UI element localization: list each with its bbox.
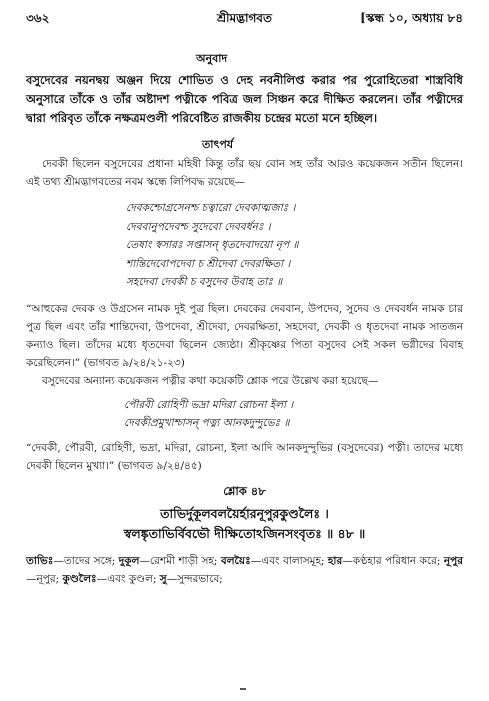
ww-meaning: —নূপুর; [26, 572, 63, 585]
ww-meaning: —তাদের সঙ্গে; [53, 554, 119, 567]
verse-line: তেষাং স্বসারঃ সপ্তাসন্ ধৃতদেবাদয়ো নৃপ ॥ [126, 239, 299, 251]
ww-meaning: —সুন্দরভাবে; [166, 572, 223, 585]
purport-intro: দেবকী ছিলেন বসুদেবের প্রধানা মহিষী কিন্তু তাঁর ছয় বোন সহ তাঁর আরও কয়েকজন সতীন ছিলেন। এই তথ্য শ্রীমদ্ভাগবতের নবম স্কন্ধে লিপিবদ্ধ রয়েছে— [26, 158, 463, 188]
page-header [26, 10, 463, 28]
word-for-word [26, 552, 463, 588]
page-number: ৩৬২ [26, 11, 50, 25]
book-title: শ্রীমদ্ভাগবত [216, 11, 272, 25]
ww-meaning: —এবং কুণ্ডল; [96, 572, 160, 585]
ww-word: সু [159, 572, 167, 585]
purport-heading: তাৎপর্য [202, 138, 234, 151]
purport-paragraph-2: বসুদেবের অন্যান্য কয়েকজন পত্নীর কথা কয়েকটি শ্লোক পরে উল্লেখ করা হয়েছে— [42, 374, 379, 387]
sloka-text [26, 504, 463, 544]
verse-line: দেববানুপদেবশ্চ সুদেবো দেববর্ধনঃ । [126, 220, 271, 233]
sloka-line: তাভির্দুকূলবলয়ৈর্হারনূপুরকুণ্ডলৈঃ । [160, 505, 329, 521]
verse-translation-1: “আহুকের দেবক ও উগ্রসেন নামক দুই পুত্র ছিল। দেবকের দেববান, উপদেব, সুদেব ও দেববর্ধন নামক চার পুত্র ছিল এবং তাঁর শান্তিদেবা, উপদেবা, শ্রীদেবা, দেবরক্ষিতা, সহদেবা, দেবকী ও ধৃতদেবা নামক সাতজন কন্যাও ছিল। তাঁদের মধ্যে ধৃতদেবা ছিলেন জ্যেষ্ঠা। শ্রীকৃষ্ণের পিতা বসুদেব সেই সকল ভগ্নীদের বিবাহ করেছিলেন।” (ভাগবত ৯/২৪/২১-২৩) [26, 302, 463, 369]
verse-line: শান্তিদেবোপদেবা চ শ্রীদেবা দেবরক্ষিতা । [126, 257, 291, 270]
ww-meaning: —কণ্ঠহার পরিধান করে; [342, 554, 444, 567]
translation-text: বসুদেবের নয়নদ্বয় অঞ্জন দিয়ে শোভিত ও দেহ নবনীলিপ্ত করার পর পুরোহিতেরা শাস্ত্রবিধি অনুসারে তাঁকে ও তাঁর অষ্টাদশ পত্নীকে পবিত্র জল সিঞ্চন করে দীক্ষিত করলেন। তাঁর পত্নীদের দ্বারা পরিবৃত তাঁকে নক্ষত্রমণ্ডলী পরিবেষ্টিত রাজকীয় চন্দ্রের মতো মনে হচ্ছিল। [26, 73, 463, 125]
translation-heading: অনুবাদ [196, 52, 228, 65]
quoted-verse-2 [124, 396, 463, 433]
verse-line: সহদেবা দেবকী চ বসুদেব উবাহ তাঃ ॥ [126, 276, 283, 288]
ww-word: কুণ্ডলৈঃ [62, 572, 97, 585]
verse-line: দেবকীপ্রমুখাশ্চাসন্ পত্ন্য আনকদুন্দুভেঃ ॥ [124, 417, 290, 429]
ww-meaning: —রেশমী শাড়ী সহ; [139, 554, 221, 567]
ww-word: বলয়ৈঃ [220, 554, 251, 567]
verse-line: পৌরবী রোহিণী ভদ্রা মদিরা রোচনা ইলা । [124, 398, 294, 411]
ww-meaning: —এবং বালাসমূহ; [250, 554, 328, 567]
ww-word: হার [327, 554, 343, 567]
ww-word: তাভিঃ [26, 554, 54, 567]
sloka-line: স্বলঙ্কৃতাভির্বিবভৌ দীক্ষিতোঽজিনসংবৃতঃ ॥ ৪৮ ॥ [123, 525, 366, 541]
section-reference: [স্কন্ধ ১০, অধ্যায় ৮৪ [360, 11, 463, 25]
verse-translation-2: “দেবকী, পৌরবী, রোহিণী, ভদ্রা, মদিরা, রোচনা, ইলা আদি আনকদুন্দুভির (বসুদেবের) পত্নী। তাদের মধ্যে দেবকী ছিলেন মুখ্যা।” (ভাগবত ৯/২৪/৪৫) [26, 441, 463, 472]
ww-word: নূপুর [443, 554, 463, 567]
sloka-heading: শ্লোক ৪৮ [223, 483, 266, 498]
verse-line: দেবকশ্চোগ্রসেনশ্চ চত্বারো দেবকাত্মজাঃ । [126, 202, 296, 214]
ww-word: দুকূল [118, 554, 140, 567]
quoted-verse-1 [126, 199, 463, 292]
scan-mark [240, 688, 246, 690]
